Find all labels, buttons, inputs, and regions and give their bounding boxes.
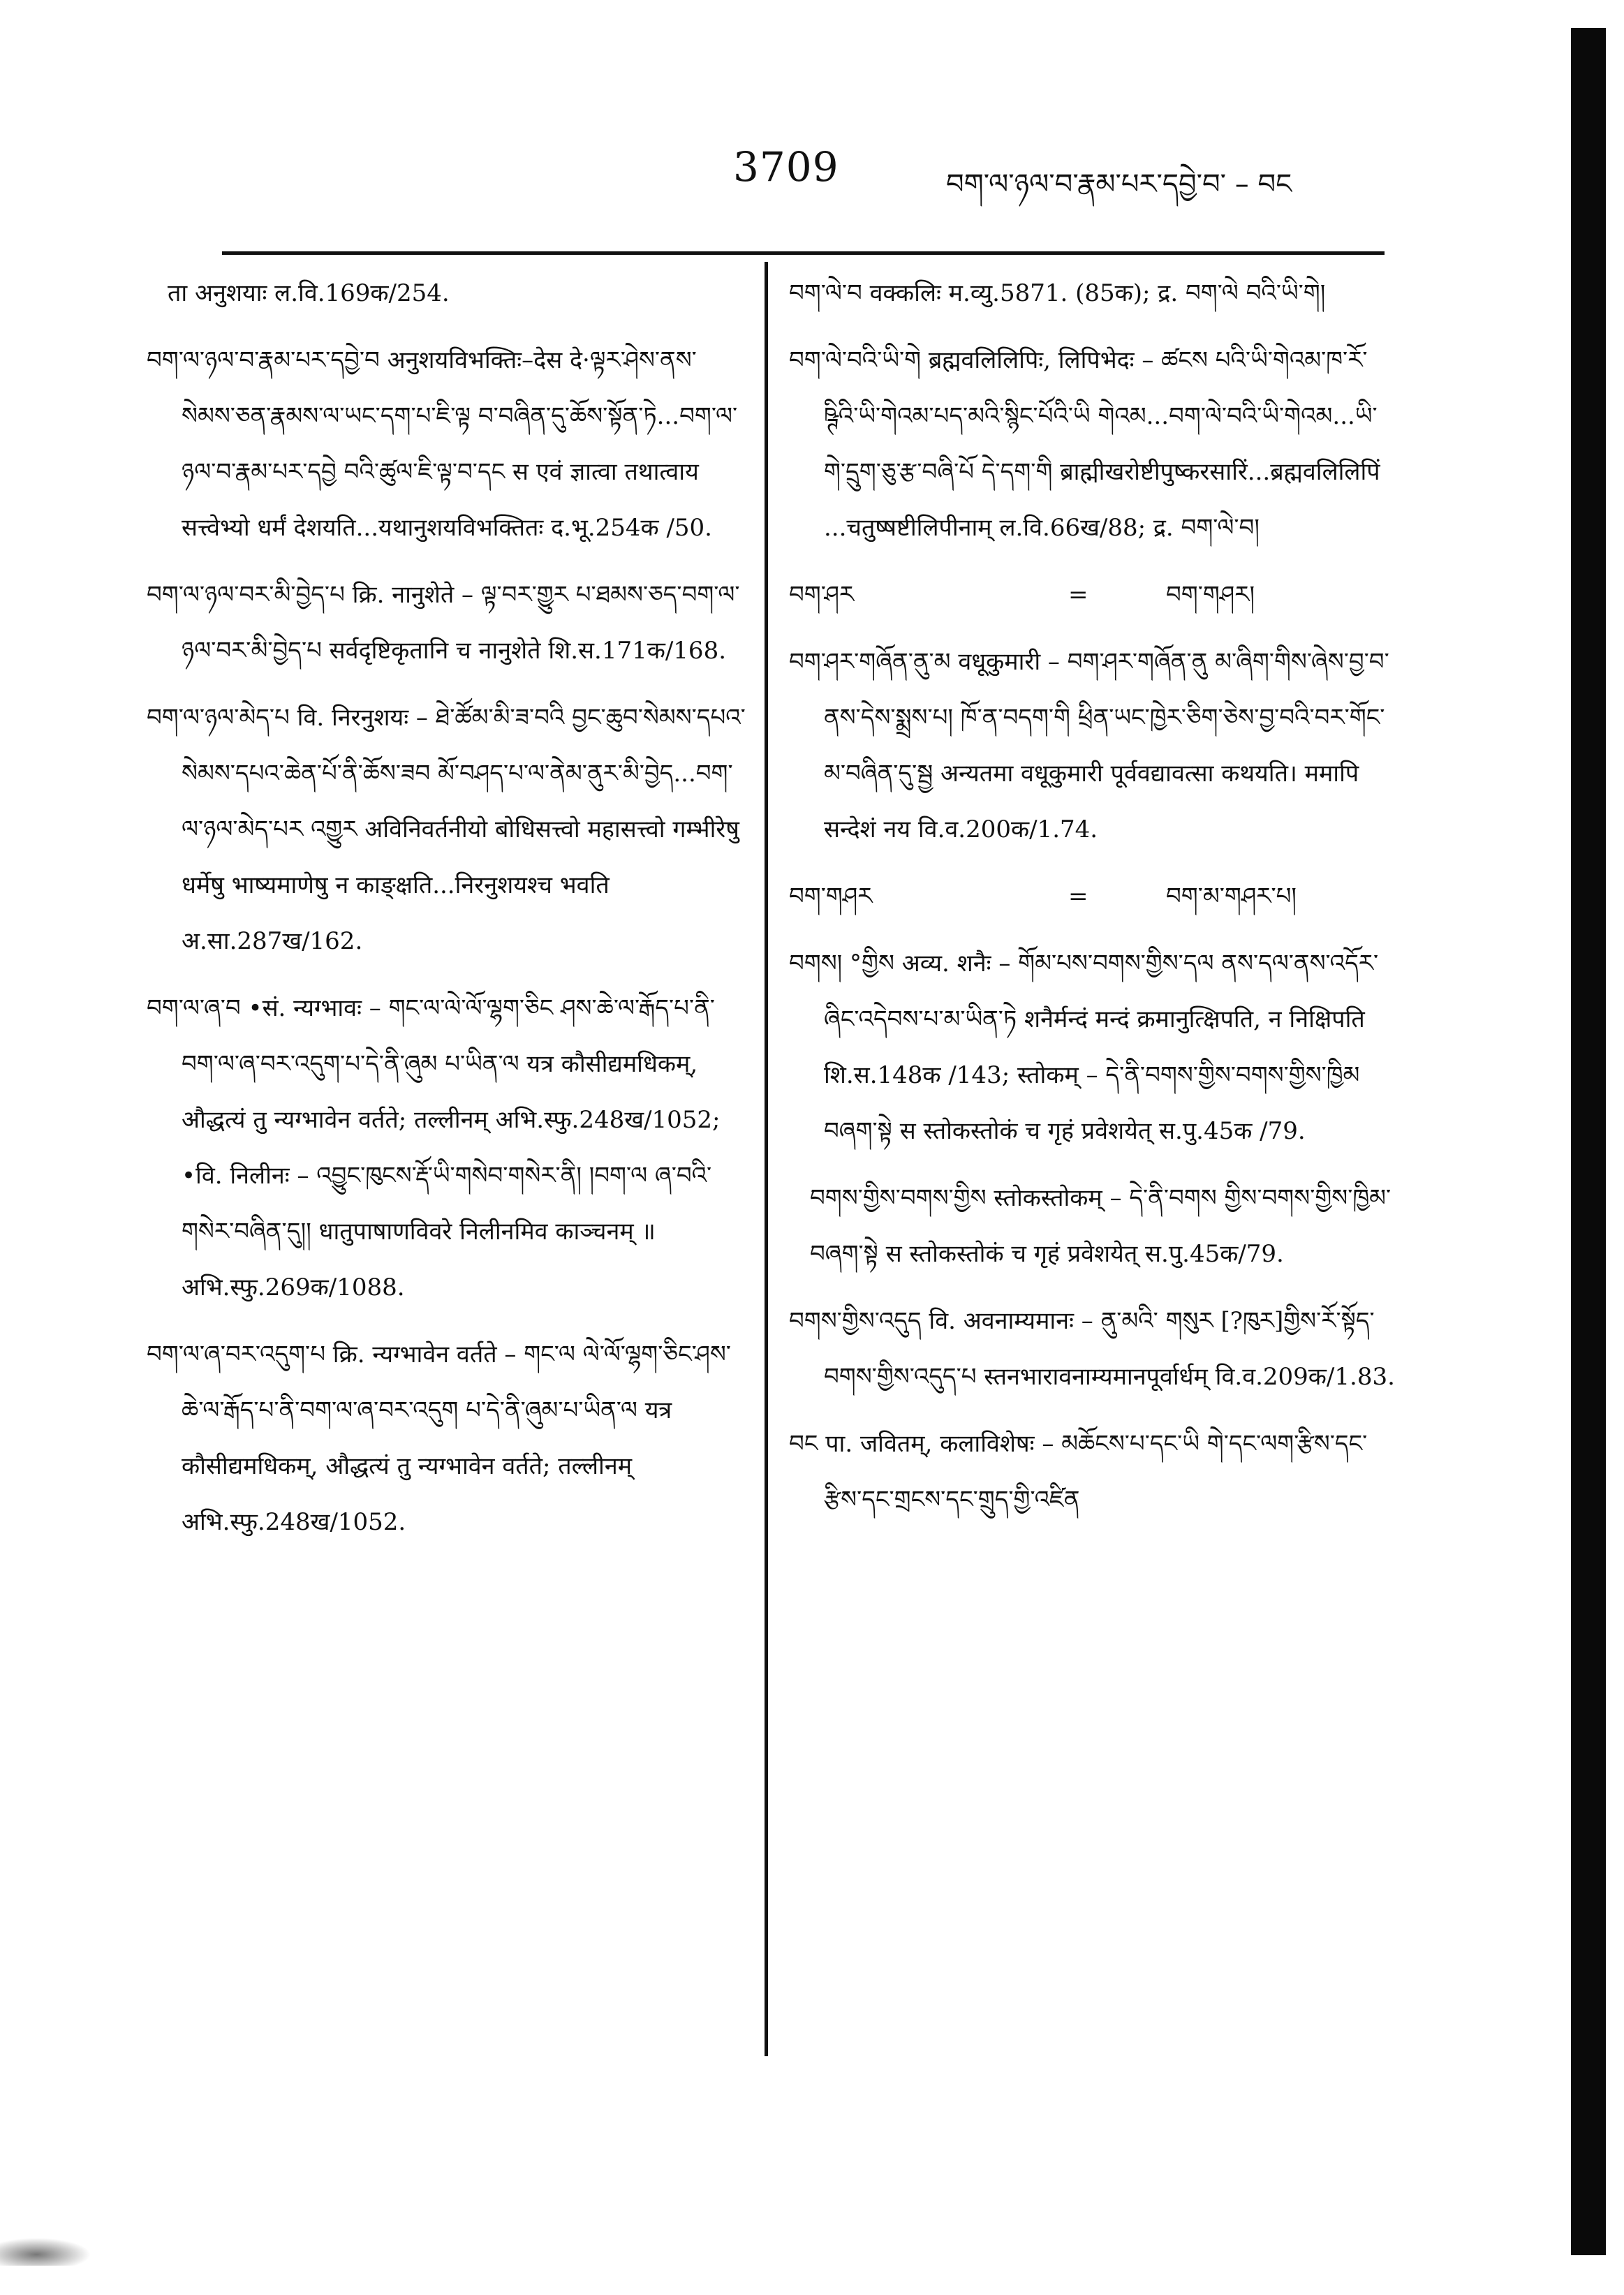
running-head: བག་ལ་ཉལ་བ་རྣམ་པར་དབྱེ་བ་ – བང bbox=[946, 168, 1292, 200]
dictionary-entry: བག་ལ་ཞ་བར་འདུག་པ क्रि. न्यग्भावेन वर्तते – གང་ལ ལེ་ལོ་ལྷག་ཅིང་ཤས་ཆེ་ལ་རྒོད་པ་ནི་བག་ལ་ཞ་བར་འདུག པ་དེ་ནི་ཞུམ་པ་ཡིན་ལ यत्र कौसीद्यमधिकम्, औद्धत्यं तु न्यग्भावेन वर्तते; तल्लीनम् अभि.स्फु.248ख/1052. bbox=[147, 1341, 731, 1536]
dictionary-entry: བག་ལེ་བ वक्कलिः म.व्यु.5871. (85क); द्र. བག་ལེ བའི་ཡི་གེ། bbox=[789, 279, 1326, 307]
cross-reference-entry bbox=[789, 567, 1396, 623]
crossref-equals: = bbox=[1068, 581, 1088, 609]
column-divider bbox=[765, 262, 768, 2056]
right-column bbox=[789, 265, 1396, 1539]
dictionary-entry: བག་ལེ་བའི་ཡི་གེ ब्रह्मवलिलिपिः, लिपिभेदः – ཚངས པའི་ཡི་གེའམ་ཁ་རོ་ཥྚིའི་ཡི་གེའམ་པད་མའི་སྙིང་པོའི་ཡི གེའམ...བག་ལེ་བའི་ཡི་གེའམ...ཡི་གེ་དྲུག་ཅུ་རྩ་བཞི་པོ དེ་དག་གི ब्राह्मीखरोष्टीपुष्करसारिं...ब्रह्मवलिलिपिं ...चतुष्षष्टीलिपीनाम् ल.वि.66ख/88; द्र. བག་ལེ་བ། bbox=[789, 346, 1380, 542]
page-number: 3709 bbox=[733, 143, 839, 191]
dictionary-entry: བག་ལ་ཞ་བ •सं. न्यग्भावः – གང་ལ་ལེ་ལོ་ལྷག་ཅིང ཤས་ཆེ་ལ་རྒོད་པ་ནི་བག་ལ་ཞ་བར་འདུག་པ་དེ་ནི་ཞུམ པ་ཡིན་ལ यत्र कौसीद्यमधिकम्, औद्धत्यं तु न्यग्भावेन वर्तते; तल्लीनम् अभि.स्फु.248ख/1052; •वि. निलीनः – འབྱུང་ཁུངས་རྡོ་ཡི་གསེབ་གསེར་ནི། །བག་ལ ཞ་བའི་གསེར་བཞིན་དུ།། धातुपाषाणविवरे निलीनमिव काञ्चनम् ॥ अभि.स्फु.269क/1088. bbox=[147, 994, 721, 1301]
left-column bbox=[147, 265, 747, 1561]
dictionary-entry: ता अनुशयाः ल.वि.169क/254. bbox=[168, 279, 450, 307]
crossref-headword: བག་ཤར bbox=[789, 581, 855, 609]
dictionary-entry: བག་ལ་ཉལ་བར་མི་བྱེད་པ क्रि. नानुशेते – ལྟ་བར་གྱུར པ་ཐམས་ཅད་བག་ལ་ཉལ་བར་མི་བྱེད་པ सर्वदृष्टिकृतानि च नानुशेते शि.स.171क/168. bbox=[147, 581, 740, 665]
dictionary-subentry: བགས་གྱིས་བགས་གྱིས स्तोकस्तोकम् – དེ་ནི་བགས གྱིས་བགས་གྱིས་ཁྱིམ་བཞག་སྟེ स स्तोकस्तोकं च गृहं प्रवेशयेत् स.पु.45क/79. bbox=[810, 1184, 1392, 1268]
crossref-headword: བག་གཤར bbox=[789, 883, 873, 910]
dictionary-entry: བགས་གྱིས་འདུད वि. अवनाम्यमानः – ནུ་མའི་ གསུར [?ཁུར]གྱིས་རོ་སྟོད་བགས་གྱིས་འདུད་པ स्तनभारावनाम्यमानपूर्वार्धम् वि.व.209क/1.83. bbox=[789, 1307, 1395, 1391]
dictionary-entry: བག་ལ་ཉལ་མེད་པ वि. निरनुशयः – ཐེ་ཚོམ་མི་ཟ་བའི བྱང་ཆུབ་སེམས་དཔའ་སེམས་དཔའ་ཆེན་པོ་ནི་ཆོས་ཟབ མོ་བཤད་པ་ལ་ནེམ་ནུར་མི་བྱེད...བག་ལ་ཉལ་མེད་པར འགྱུར अविनिवर्तनीयो बोधिसत्त्वो महासत्त्वो गम्भीरेषु धर्मेषु भाष्यमाणेषु न काङ्क्षति...निरनुशयश्च भवति अ.सा.287ख/162. bbox=[147, 704, 746, 955]
header-rule bbox=[222, 251, 1385, 255]
crossref-target: བག་གཤར། bbox=[1166, 581, 1255, 609]
dictionary-entry: བག་ལ་ཉལ་བ་རྣམ་པར་དབྱེ་བ अनुशयविभक्तिः–देस दे·ལྟར་ཤེས་ནས་སེམས་ཅན་རྣམས་ལ་ཡང་དག་པ་ཇི་ལྟ བ་བཞིན་དུ་ཆོས་སྟོན་ཏེ...བག་ལ་ཉལ་བ་རྣམ་པར་དབྱེ བའི་ཚུལ་ཇི་ལྟ་བ་དང स एवं ज्ञात्वा तथात्वाय सत्त्वेभ्यो धर्मं देशयति...यथानुशयविभक्तितः द.भू.254क /50. bbox=[147, 346, 738, 542]
crossref-equals: = bbox=[1068, 883, 1088, 910]
dictionary-entry: བག་ཤར་གཞོན་ནུ་མ वधूकुमारी – བག་ཤར་གཞོན་ནུ མ་ཞིག་གིས་ཞེས་བྱ་བ་ནས་དེས་སྨྲས་པ། ཁོ་ན་བདག་གི ཕྲིན་ཡང་ཁྱེར་ཅིག་ཅེས་བྱ་བའི་བར་གོང་མ་བཞིན་དུ་སྦྱ अन्यतमा वधूकुमारी पूर्ववद्यावत्सा कथयति। ममापि सन्देशं नय वि.व.200क/1.74. bbox=[789, 648, 1389, 843]
cross-reference-entry bbox=[789, 869, 1396, 924]
dictionary-entry: བགས། °གྱིས अव्य. शनैः – གོམ་པས་བགས་གྱིས་དལ ནས་དལ་ནས་འདོར་ཞིང་འདེབས་པ་མ་ཡིན་ཏེ शनैर्मन्दं मन्दं क्रमानुत्क्षिपति, न निक्षिपति शि.स.148क /143; स्तोकम् – དེ་ནི་བགས་གྱིས་བགས་གྱིས་ཁྱིམ བཞག་སྟེ स स्तोकस्तोकं च गृहं प्रवेशयेत् स.पु.45क /79. bbox=[789, 950, 1379, 1145]
scan-smudge bbox=[0, 2238, 91, 2266]
crossref-target: བག་མ་གཤར་པ། bbox=[1166, 883, 1297, 910]
scan-edge-bar bbox=[1571, 28, 1606, 2255]
dictionary-entry: བང पा. जवितम्, कलाविशेषः – མཆོངས་པ་དང་ཡི གེ་དང་ལག་རྩིས་དང་རྩིས་དང་གྲངས་དང་གྲུད་གྱི་འཛིན bbox=[789, 1430, 1368, 1514]
